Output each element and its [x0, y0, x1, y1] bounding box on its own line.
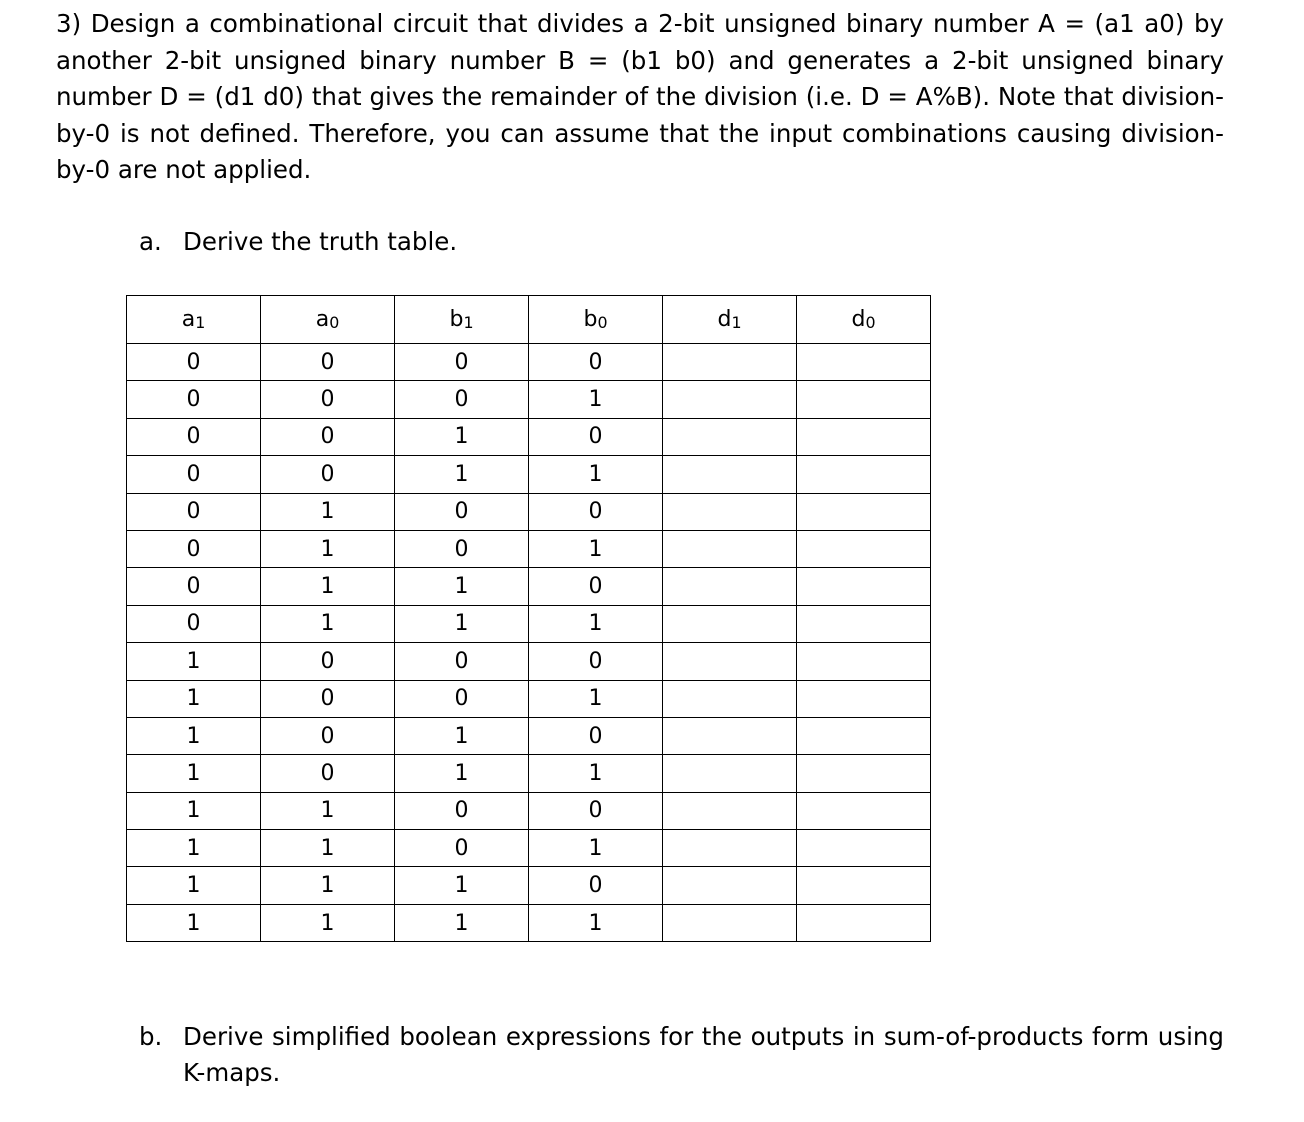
- cell-d0: [797, 381, 931, 418]
- cell-b1: 1: [395, 605, 529, 642]
- header-b0: [529, 296, 663, 344]
- cell-b1: 0: [395, 792, 529, 829]
- cell-b0: 1: [529, 530, 663, 567]
- part-a-text: Derive the truth table.: [183, 227, 458, 256]
- header-b1-sub: 1: [463, 312, 474, 332]
- cell-b0: 1: [529, 605, 663, 642]
- truth-table-body: [127, 344, 931, 942]
- cell-d0: [797, 680, 931, 717]
- cell-d1: [663, 643, 797, 680]
- cell-d0: [797, 456, 931, 493]
- part-a-marker: a.: [139, 227, 162, 256]
- cell-b1: 0: [395, 830, 529, 867]
- table-row: [127, 717, 931, 754]
- cell-b0: 1: [529, 456, 663, 493]
- table-row: [127, 904, 931, 941]
- cell-a1: 0: [127, 418, 261, 455]
- cell-a0: 0: [261, 381, 395, 418]
- question-text: 3) Design a combinational circuit that divides a 2-bit unsigned binary number A = (a1 a0) by another 2-bit unsigned binary number B = (b1 b0) and generates a 2-bit unsigned binary number D = (d1 d0) that gives the remainder of the division (i.e. D = A%B). Note that division-by-0 is not defined. Therefore, you can assume that the input combinations causing division-by-0 are not applied.: [56, 9, 1224, 184]
- table-row: [127, 344, 931, 381]
- cell-d1: [663, 456, 797, 493]
- cell-a1: 0: [127, 456, 261, 493]
- cell-d1: [663, 381, 797, 418]
- cell-b0: 0: [529, 867, 663, 904]
- cell-b0: 0: [529, 418, 663, 455]
- table-row: [127, 605, 931, 642]
- cell-a1: 1: [127, 717, 261, 754]
- cell-d1: [663, 830, 797, 867]
- cell-b1: 1: [395, 717, 529, 754]
- cell-a0: 0: [261, 643, 395, 680]
- cell-a1: 0: [127, 568, 261, 605]
- cell-b0: 1: [529, 381, 663, 418]
- cell-a0: 0: [261, 456, 395, 493]
- cell-d0: [797, 792, 931, 829]
- cell-d0: [797, 344, 931, 381]
- header-a1-base: a: [181, 307, 196, 332]
- cell-a0: 0: [261, 717, 395, 754]
- cell-a0: 1: [261, 530, 395, 567]
- header-d0-sub: 0: [865, 312, 876, 332]
- cell-a1: 0: [127, 381, 261, 418]
- header-b1: [395, 296, 529, 344]
- cell-d0: [797, 755, 931, 792]
- cell-a0: 1: [261, 605, 395, 642]
- cell-a1: 0: [127, 605, 261, 642]
- header-a1-sub: 1: [195, 312, 206, 332]
- cell-b1: 1: [395, 867, 529, 904]
- cell-a0: 1: [261, 867, 395, 904]
- cell-b0: 1: [529, 904, 663, 941]
- cell-d1: [663, 530, 797, 567]
- cell-d1: [663, 605, 797, 642]
- cell-a0: 0: [261, 344, 395, 381]
- cell-d0: [797, 530, 931, 567]
- cell-d1: [663, 792, 797, 829]
- cell-b0: 0: [529, 643, 663, 680]
- cell-a1: 1: [127, 867, 261, 904]
- header-d0-base: d: [851, 307, 866, 332]
- cell-b1: 1: [395, 904, 529, 941]
- cell-a1: 1: [127, 680, 261, 717]
- cell-a0: 1: [261, 830, 395, 867]
- cell-d0: [797, 717, 931, 754]
- cell-a1: 1: [127, 643, 261, 680]
- cell-b0: 0: [529, 568, 663, 605]
- table-row: [127, 418, 931, 455]
- header-b0-sub: 0: [597, 312, 608, 332]
- cell-a0: 1: [261, 904, 395, 941]
- cell-a0: 0: [261, 680, 395, 717]
- cell-b1: 1: [395, 755, 529, 792]
- part-b-text: Derive simplified boolean expressions for the outputs in sum-of-products form using K-maps.: [183, 1022, 1224, 1087]
- header-a0-base: a: [315, 307, 330, 332]
- cell-b1: 1: [395, 568, 529, 605]
- header-a0: [261, 296, 395, 344]
- cell-a0: 0: [261, 418, 395, 455]
- header-d1: [663, 296, 797, 344]
- table-row: [127, 830, 931, 867]
- header-a1: [127, 296, 261, 344]
- cell-d0: [797, 605, 931, 642]
- cell-b1: 0: [395, 381, 529, 418]
- table-row: [127, 643, 931, 680]
- truth-table-header-row: [127, 296, 931, 344]
- cell-d1: [663, 717, 797, 754]
- cell-b0: 0: [529, 717, 663, 754]
- cell-d1: [663, 344, 797, 381]
- cell-a1: 0: [127, 530, 261, 567]
- cell-d0: [797, 867, 931, 904]
- header-b0-base: b: [583, 307, 598, 332]
- cell-d0: [797, 830, 931, 867]
- cell-a1: 0: [127, 344, 261, 381]
- header-d1-base: d: [717, 307, 732, 332]
- header-d0: [797, 296, 931, 344]
- table-row: [127, 530, 931, 567]
- cell-b1: 1: [395, 418, 529, 455]
- cell-a1: 1: [127, 904, 261, 941]
- cell-d0: [797, 643, 931, 680]
- cell-a0: 1: [261, 493, 395, 530]
- cell-d0: [797, 568, 931, 605]
- part-b-marker: b.: [139, 1022, 163, 1051]
- truth-table: [126, 295, 931, 942]
- cell-d1: [663, 904, 797, 941]
- cell-a1: 1: [127, 755, 261, 792]
- part-a: [139, 224, 1039, 260]
- table-row: [127, 456, 931, 493]
- header-d1-sub: 1: [731, 312, 742, 332]
- cell-a0: 1: [261, 792, 395, 829]
- cell-d1: [663, 867, 797, 904]
- cell-b0: 0: [529, 344, 663, 381]
- header-b1-base: b: [449, 307, 464, 332]
- cell-b0: 1: [529, 755, 663, 792]
- part-b: [139, 1019, 1229, 1099]
- table-row: [127, 568, 931, 605]
- cell-b1: 0: [395, 643, 529, 680]
- cell-b0: 1: [529, 680, 663, 717]
- cell-d1: [663, 418, 797, 455]
- cell-b0: 1: [529, 830, 663, 867]
- cell-b1: 1: [395, 456, 529, 493]
- cell-a1: 1: [127, 792, 261, 829]
- table-row: [127, 493, 931, 530]
- cell-b1: 0: [395, 530, 529, 567]
- cell-a1: 1: [127, 830, 261, 867]
- cell-d0: [797, 904, 931, 941]
- cell-d1: [663, 755, 797, 792]
- cell-d1: [663, 493, 797, 530]
- cell-a0: 0: [261, 755, 395, 792]
- cell-d0: [797, 418, 931, 455]
- table-row: [127, 867, 931, 904]
- cell-b0: 0: [529, 493, 663, 530]
- cell-b1: 0: [395, 493, 529, 530]
- table-row: [127, 680, 931, 717]
- cell-d0: [797, 493, 931, 530]
- cell-b1: 0: [395, 680, 529, 717]
- cell-b0: 0: [529, 792, 663, 829]
- cell-d1: [663, 568, 797, 605]
- cell-d1: [663, 680, 797, 717]
- cell-a1: 0: [127, 493, 261, 530]
- table-row: [127, 755, 931, 792]
- cell-a0: 1: [261, 568, 395, 605]
- table-row: [127, 381, 931, 418]
- header-a0-sub: 0: [329, 312, 340, 332]
- table-row: [127, 792, 931, 829]
- cell-b1: 0: [395, 344, 529, 381]
